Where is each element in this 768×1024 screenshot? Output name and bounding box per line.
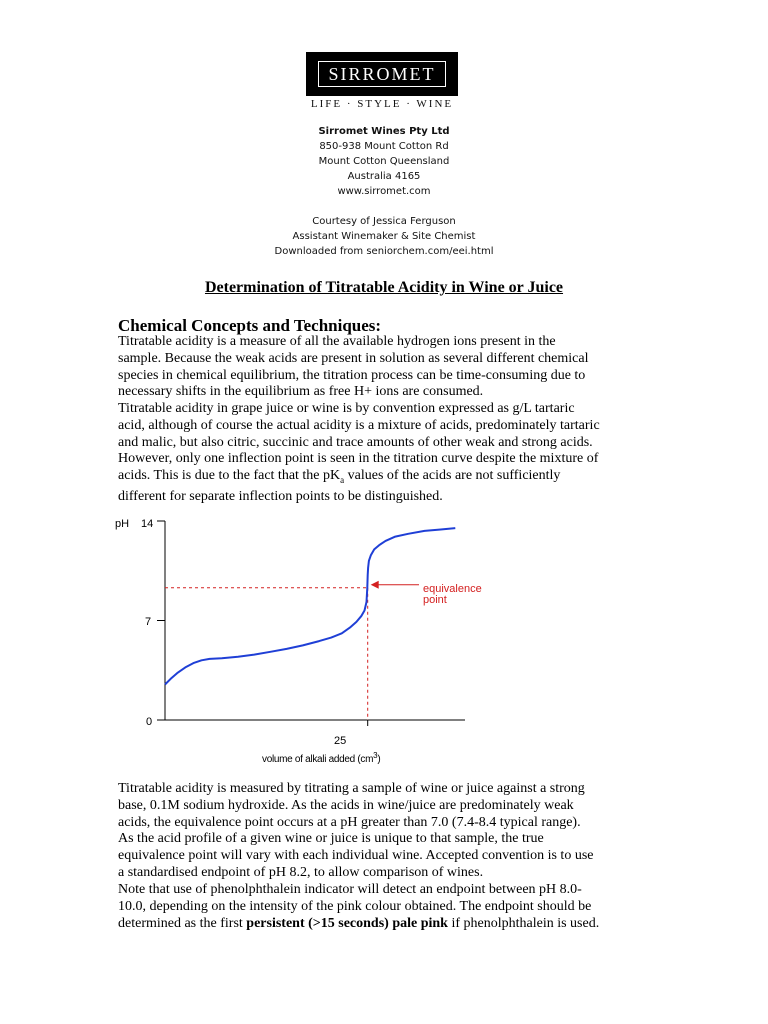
text-line: equivalence point will vary with each individual wine. Accepted convention is to use (118, 848, 594, 864)
equivalence-label: equivalence (423, 583, 482, 595)
titration-curve-line (165, 528, 455, 684)
paragraph-tartaric (118, 401, 658, 506)
text-line: different for separate inflection points to be distinguished. (118, 488, 443, 504)
text-line: sample. Because the weak acids are present in solution as several different chemical (118, 350, 589, 366)
titration-curve-chart (110, 508, 500, 773)
logo-wordmark: SIRROMET (318, 61, 446, 87)
x-tick-label: 25 (334, 735, 347, 747)
paragraph-indicator (118, 882, 658, 932)
text-line-endpoint (118, 916, 658, 933)
text-line: acid, although of course the actual acidity is a mixture of acids, predominately tartaric (118, 417, 600, 433)
text-line: necessary shifts in the equilibrium as free H+ ions are consumed. (118, 384, 484, 400)
y-tick-label: 7 (145, 616, 152, 628)
document-title: Determination of Titratable Acidity in Wine or Juice (204, 279, 564, 296)
x-axis-label-text: volume of alkali added (cm (262, 754, 374, 765)
text-line: Note that use of phenolphthalein indicator will detect an endpoint between pH 8.0- (118, 882, 582, 897)
text-line: However, only one inflection point is seen in the titration curve despite the mixture of (118, 451, 599, 467)
company-website: www.sirromet.com (337, 186, 431, 197)
x-axis-label (262, 751, 380, 765)
x-axis-label-close: ) (377, 754, 381, 765)
pka-subscript: a (340, 474, 345, 485)
y-tick-label: 14 (141, 518, 154, 530)
text-line: and malic, but also citric, succinic and trace amounts of other weak and strong acids. (118, 434, 593, 450)
address-city: Mount Cotton Queensland (318, 156, 450, 167)
author-role: Assistant Winemaker & Site Chemist (292, 231, 476, 242)
paragraph-intro (118, 334, 658, 401)
company-name: Sirromet Wines Pty Ltd (318, 126, 450, 137)
x-axis-label-sup: 3 (373, 751, 378, 760)
text-line: a standardised endpoint of pH 8.2, to allow comparison of wines. (118, 864, 484, 880)
text-fragment: if phenolphthalein is used. (447, 915, 600, 931)
courtesy-line: Courtesy of Jessica Ferguson (312, 216, 456, 227)
text-line: Titratable acidity is a measure of all the available hydrogen ions present in the (118, 334, 556, 349)
logo-tagline: LIFE · STYLE · WINE (310, 98, 454, 110)
text-line: acids, the equivalence point occurs at a pH greater than 7.0 (7.4-8.4 typical range). (118, 814, 581, 830)
download-source: Downloaded from seniorchem.com/eei.html (274, 246, 494, 257)
address-street: 850-938 Mount Cotton Rd (319, 141, 449, 152)
address-country: Australia 4165 (347, 171, 421, 182)
text-line: Titratable acidity in grape juice or wine is by convention expressed as g/L tartaric (118, 401, 575, 416)
text-fragment: determined as the first (118, 915, 247, 931)
sirromet-logo (306, 52, 458, 96)
text-line-pka (118, 468, 658, 489)
y-tick-label: 0 (146, 716, 153, 728)
text-line: base, 0.1M sodium hydroxide. As the acids in wine/juice are predominately weak (118, 797, 574, 813)
text-fragment: values of the acids are not sufficiently (344, 468, 561, 484)
equivalence-arrow-head (371, 581, 379, 589)
emphasis-pale-pink: persistent (>15 seconds) pale pink (246, 915, 448, 931)
text-line: species in chemical equilibrium, the titration process can be time-consuming due to (118, 367, 586, 383)
text-line: Titratable acidity is measured by titrating a sample of wine or juice against a strong (118, 781, 585, 796)
text-line: 10.0, depending on the intensity of the pink colour obtained. The endpoint should be (118, 898, 592, 914)
paragraph-method (118, 781, 658, 882)
text-line: As the acid profile of a given wine or juice is unique to that sample, the true (118, 831, 544, 847)
text-fragment: acids. This is due to the fact that the pK (118, 468, 341, 484)
equivalence-label: point (423, 594, 447, 606)
y-axis-label: pH (115, 518, 130, 530)
section-heading: Chemical Concepts and Techniques: (118, 316, 382, 335)
